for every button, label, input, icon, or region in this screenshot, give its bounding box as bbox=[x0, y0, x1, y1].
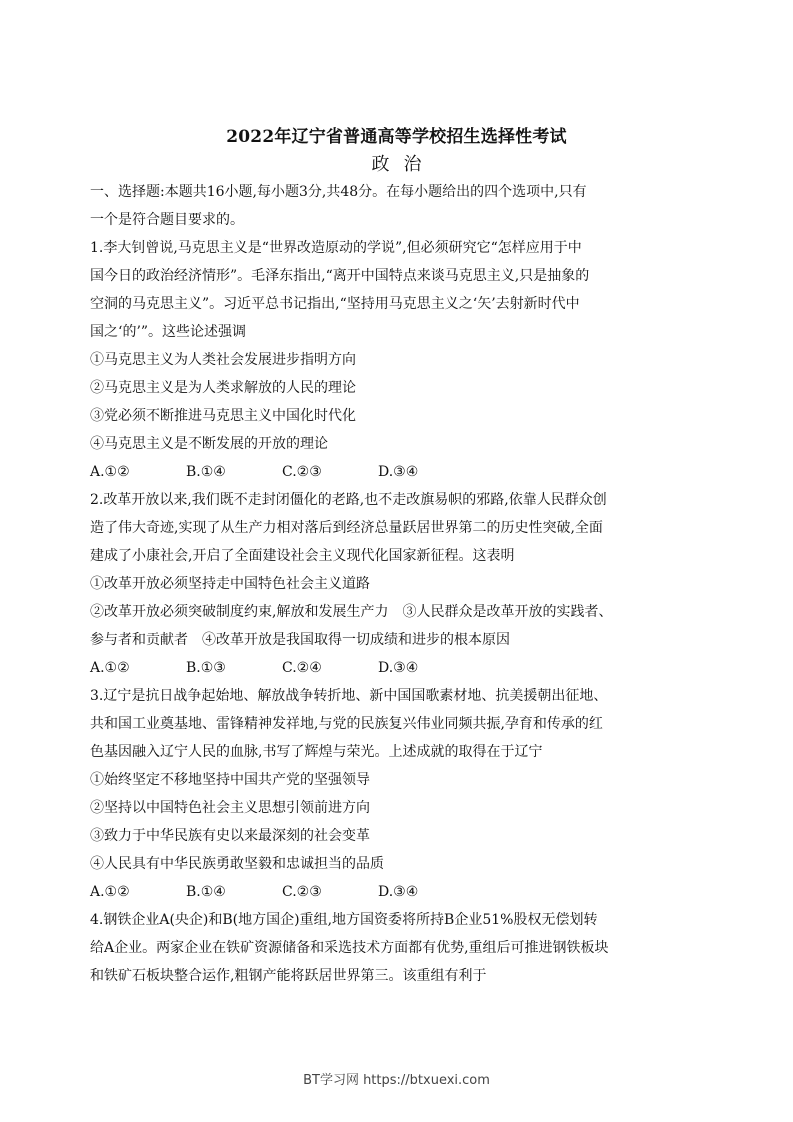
option-d: D.③④ bbox=[378, 464, 419, 480]
answer-options bbox=[90, 654, 702, 682]
statement: ①改革开放必须坚持走中国特色社会主义道路 bbox=[90, 576, 370, 592]
question-text-line: 国之‘的’”。这些论述强调 bbox=[90, 324, 247, 340]
question-text-line: 和铁矿石板块整合运作,粗钢产能将跃居世界第三。该重组有利于 bbox=[90, 968, 487, 984]
question-3 bbox=[90, 682, 702, 906]
page-footer-watermark: BT学习网 https://btxuexi.com bbox=[303, 1073, 490, 1088]
question-text-line: 4.钢铁企业A(央企)和B(地方国企)重组,地方国资委将所持B企业51%股权无偿划转 bbox=[90, 912, 598, 928]
option-d: D.③④ bbox=[378, 660, 419, 676]
question-text-line: 空洞的马克思主义”。习近平总书记指出,“坚持用马克思主义之‘矢’去射新时代中 bbox=[90, 296, 580, 312]
option-a: A.①② bbox=[90, 884, 130, 900]
exam-title: 2022年辽宁省普通高等学校招生选择性考试 bbox=[226, 127, 567, 147]
option-b: B.①④ bbox=[186, 884, 226, 900]
section-instructions-continued: 一个是符合题目要求的。 bbox=[90, 212, 244, 228]
statement: ①马克思主义为人类社会发展进步指明方向 bbox=[90, 352, 356, 368]
question-text-line: 色基因融入辽宁人民的血脉,书写了辉煌与荣光。上述成就的取得在于辽宁 bbox=[90, 744, 543, 760]
answer-options bbox=[90, 878, 702, 906]
question-1 bbox=[90, 234, 702, 486]
statement: ②马克思主义是为人类求解放的人民的理论 bbox=[90, 380, 356, 396]
question-text-line: 2.改革开放以来,我们既不走封闭僵化的老路,也不走改旗易帜的邪路,依靠人民群众创 bbox=[90, 492, 607, 508]
statement: ②坚持以中国特色社会主义思想引领前进方向 bbox=[90, 800, 370, 816]
question-4 bbox=[90, 906, 702, 990]
question-text-line: 国今日的政治经济情形”。毛泽东指出,“离开中国特点来谈马克思主义,只是抽象的 bbox=[90, 268, 590, 284]
option-a: A.①② bbox=[90, 464, 130, 480]
question-text-line: 3.辽宁是抗日战争起始地、解放战争转折地、新中国国歌素材地、抗美援朝出征地、 bbox=[90, 688, 608, 704]
statement: ②改革开放必须突破制度约束,解放和发展生产力 ③人民群众是改革开放的实践者、 bbox=[90, 604, 613, 620]
section-instructions: 一、选择题:本题共16小题,每小题3分,共48分。在每小题给出的四个选项中,只有 bbox=[90, 184, 587, 200]
option-c: C.②④ bbox=[282, 660, 322, 676]
statement: ④马克思主义是不断发展的开放的理论 bbox=[90, 436, 328, 452]
question-2 bbox=[90, 486, 702, 682]
question-text-line: 给A企业。两家企业在铁矿资源储备和采选技术方面都有优势,重组后可推进钢铁板块 bbox=[90, 940, 609, 956]
option-d: D.③④ bbox=[378, 884, 419, 900]
question-text-line: 造了伟大奇迹,实现了从生产力相对落后到经济总量跃居世界第二的历史性突破,全面 bbox=[90, 520, 603, 536]
answer-options bbox=[90, 458, 702, 486]
option-a: A.①② bbox=[90, 660, 130, 676]
question-text-line: 共和国工业奠基地、雷锋精神发祥地,与党的民族复兴伟业同频共振,孕育和传承的红 bbox=[90, 716, 603, 732]
option-b: B.①③ bbox=[186, 660, 226, 676]
statement: 参与者和贡献者 ④改革开放是我国取得一切成绩和进步的根本原因 bbox=[90, 632, 510, 648]
option-c: C.②③ bbox=[282, 884, 322, 900]
option-b: B.①④ bbox=[186, 464, 226, 480]
statement: ④人民具有中华民族勇敢坚毅和忠诚担当的品质 bbox=[90, 856, 384, 872]
option-c: C.②③ bbox=[282, 464, 322, 480]
question-text-line: 1.李大钊曾说,马克思主义是“世界改造原动的学说”,但必须研究它“怎样应用于中 bbox=[90, 240, 582, 256]
question-text-line: 建成了小康社会,开启了全面建设社会主义现代化国家新征程。这表明 bbox=[90, 548, 515, 564]
statement: ③党必须不断推进马克思主义中国化时代化 bbox=[90, 408, 356, 424]
exam-content bbox=[90, 178, 702, 990]
statement: ③致力于中华民族有史以来最深刻的社会变革 bbox=[90, 828, 370, 844]
statement: ①始终坚定不移地坚持中国共产党的坚强领导 bbox=[90, 772, 370, 788]
exam-subject: 政治 bbox=[371, 154, 436, 175]
